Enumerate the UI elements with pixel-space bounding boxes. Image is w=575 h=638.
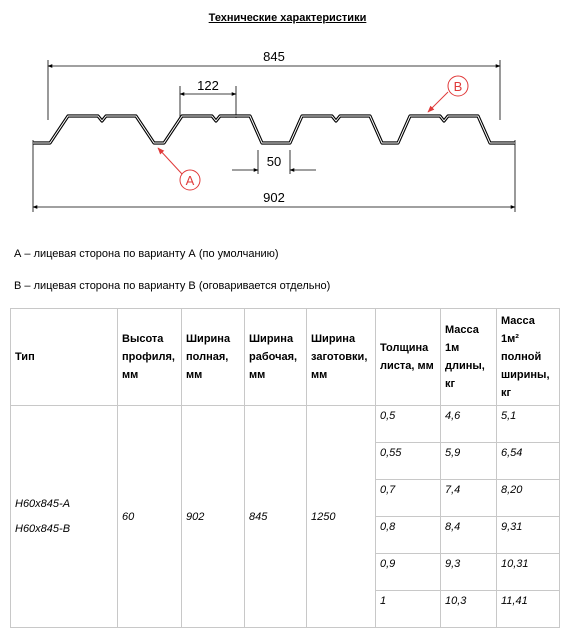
callout-a — [158, 148, 200, 190]
dimension-lines — [33, 66, 515, 207]
dim-122: 122 — [197, 78, 219, 93]
callout-b-label: B — [453, 79, 463, 94]
header-height: Высота профиля, мм — [118, 309, 182, 406]
thickness-cell: 0,5 — [376, 406, 441, 443]
mass-1m2-cell: 11,41 — [497, 591, 560, 628]
table-header-row — [11, 309, 560, 406]
thickness-cell: 1 — [376, 591, 441, 628]
mass-1m2-cell: 8,20 — [497, 480, 560, 517]
header-mass-1m: Масса 1м длины, кг — [441, 309, 497, 406]
callout-b — [428, 76, 468, 112]
header-width-work: Ширина рабочая, мм — [245, 309, 307, 406]
mass-1m-cell: 10,3 — [441, 591, 497, 628]
width-full-cell: 902 — [182, 406, 245, 628]
thickness-cell: 0,9 — [376, 554, 441, 591]
width-work-cell: 845 — [245, 406, 307, 628]
thickness-cell: 0,8 — [376, 517, 441, 554]
mass-1m2-cell: 6,54 — [497, 443, 560, 480]
type-a: Н60х845-А — [15, 497, 71, 510]
spec-table — [10, 308, 560, 628]
header-type: Тип — [11, 309, 118, 406]
callout-a-label: A — [185, 173, 195, 188]
type-b: Н60х845-В — [15, 522, 71, 535]
header-width-full: Ширина полная, мм — [182, 309, 245, 406]
mass-1m2-cell: 5,1 — [497, 406, 560, 443]
table-row — [11, 406, 560, 443]
mass-1m-cell: 4,6 — [441, 406, 497, 443]
mass-1m-cell: 9,3 — [441, 554, 497, 591]
type-cell — [11, 406, 118, 628]
thickness-cell: 0,55 — [376, 443, 441, 480]
mass-1m-cell: 5,9 — [441, 443, 497, 480]
page-title: Технические характеристики — [208, 12, 367, 24]
dim-845: 845 — [263, 49, 285, 64]
mass-1m2-cell: 10,31 — [497, 554, 560, 591]
thickness-cell: 0,7 — [376, 480, 441, 517]
mass-1m-cell: 8,4 — [441, 517, 497, 554]
sheet-profile — [33, 116, 515, 143]
note-variant-b: В – лицевая сторона по варианту В (оговаривается отдельно) — [14, 280, 331, 292]
header-thickness: Толщина листа, мм — [376, 309, 441, 406]
height-cell: 60 — [118, 406, 182, 628]
profile-diagram — [0, 40, 575, 220]
mass-1m-cell: 7,4 — [441, 480, 497, 517]
note-variant-a: А – лицевая сторона по варианту А (по умолчанию) — [14, 248, 279, 260]
header-mass-1m2: Масса 1м² полной ширины, кг — [497, 309, 560, 406]
dim-902: 902 — [263, 190, 285, 205]
dim-50: 50 — [266, 154, 282, 169]
mass-1m2-cell: 9,31 — [497, 517, 560, 554]
width-blank-cell: 1250 — [307, 406, 376, 628]
header-width-blank: Ширина заготовки, мм — [307, 309, 376, 406]
